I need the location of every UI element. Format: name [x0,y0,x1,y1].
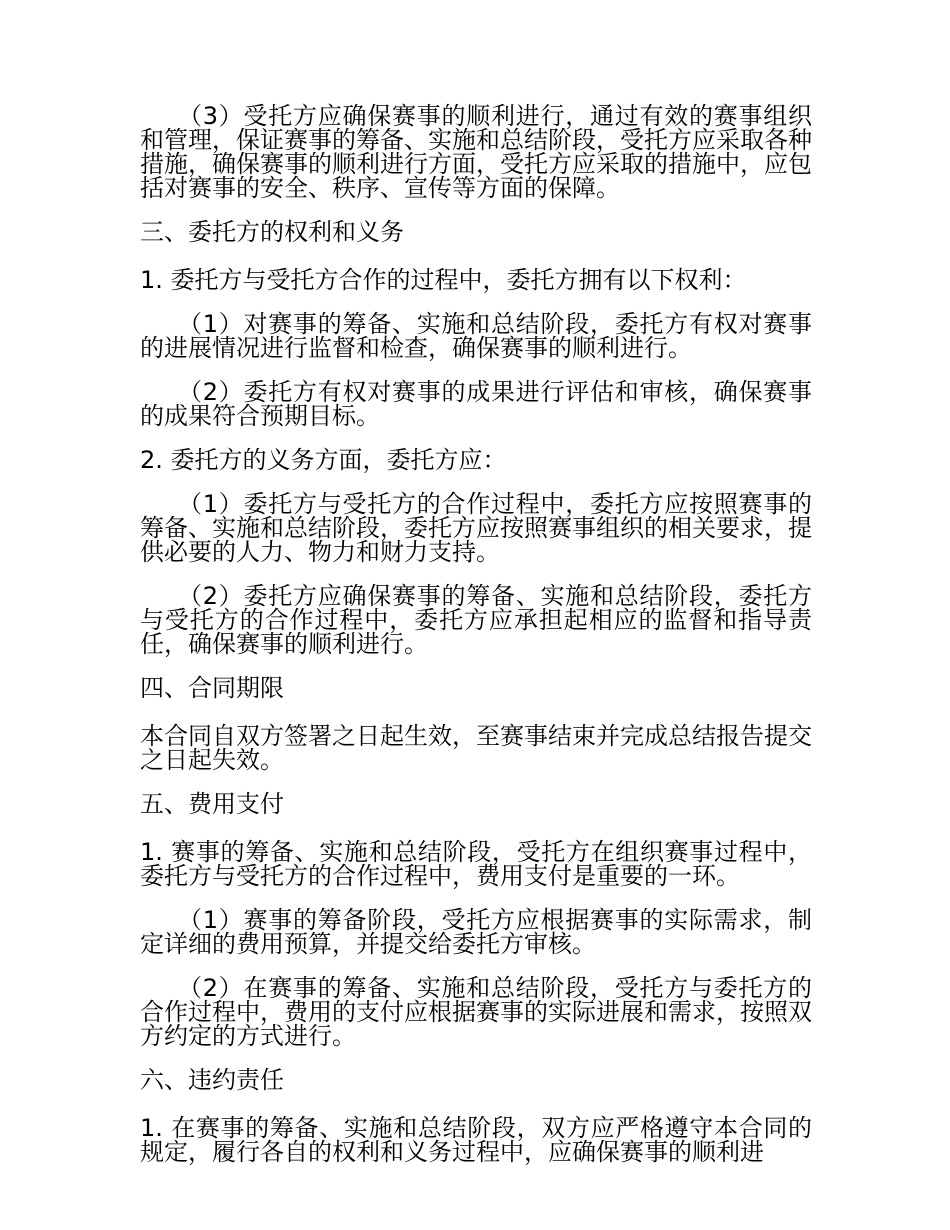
paragraph-item-2: 2. 委托方的义务方面，委托方应： [140,446,507,474]
paragraph-payment-1: 1. 赛事的筹备、实施和总结阶段，受托方在组织赛事过程中，委托方与受托方的合作过程中，费用支付是重要的一环。 [140,838,812,890]
paragraph-contract-term: 本合同自双方签署之日起生效，至赛事结束并完成总结报告提交之日起失效。 [140,722,812,774]
section-heading-3: 三、委托方的权利和义务 [140,218,404,246]
paragraph-liability-1: 1. 在赛事的筹备、实施和总结阶段，双方应严格遵守本合同的规定，履行各自的权利和义务过程中，应确保赛事的顺利进 [140,1114,812,1166]
paragraph-payment-sub-1: （1）赛事的筹备阶段，受托方应根据赛事的实际需求，制定详细的费用预算，并提交给委托方审核。 [140,906,812,958]
paragraph-subitem-2b: （2）委托方应确保赛事的筹备、实施和总结阶段，委托方与受托方的合作过程中，委托方应承担起相应的监督和指导责任，确保赛事的顺利进行。 [140,582,812,658]
section-heading-5: 五、费用支付 [140,790,284,818]
paragraph-clause-3: （3）受托方应确保赛事的顺利进行，通过有效的赛事组织和管理，保证赛事的筹备、实施和总结阶段，受托方应采取各种措施，确保赛事的顺利进行方面，受托方应采取的措施中，应包括对赛事的安全、秩序、宣传等方面的保障。 [140,102,812,202]
paragraph-item-1: 1. 委托方与受托方合作的过程中，委托方拥有以下权利： [140,266,747,294]
document-page [140,104,812,1184]
paragraph-payment-sub-2: （2）在赛事的筹备、实施和总结阶段，受托方与委托方的合作过程中，费用的支付应根据赛事的实际进展和需求，按照双方约定的方式进行。 [140,974,812,1050]
section-heading-4: 四、合同期限 [140,674,284,702]
paragraph-subitem-2: （2）委托方有权对赛事的成果进行评估和审核，确保赛事的成果符合预期目标。 [140,378,812,430]
paragraph-subitem-1: （1）对赛事的筹备、实施和总结阶段，委托方有权对赛事的进展情况进行监督和检查，确保赛事的顺利进行。 [140,310,812,362]
section-heading-6: 六、违约责任 [140,1066,284,1094]
paragraph-subitem-1b: （1）委托方与受托方的合作过程中，委托方应按照赛事的筹备、实施和总结阶段，委托方应按照赛事组织的相关要求，提供必要的人力、物力和财力支持。 [140,490,812,566]
